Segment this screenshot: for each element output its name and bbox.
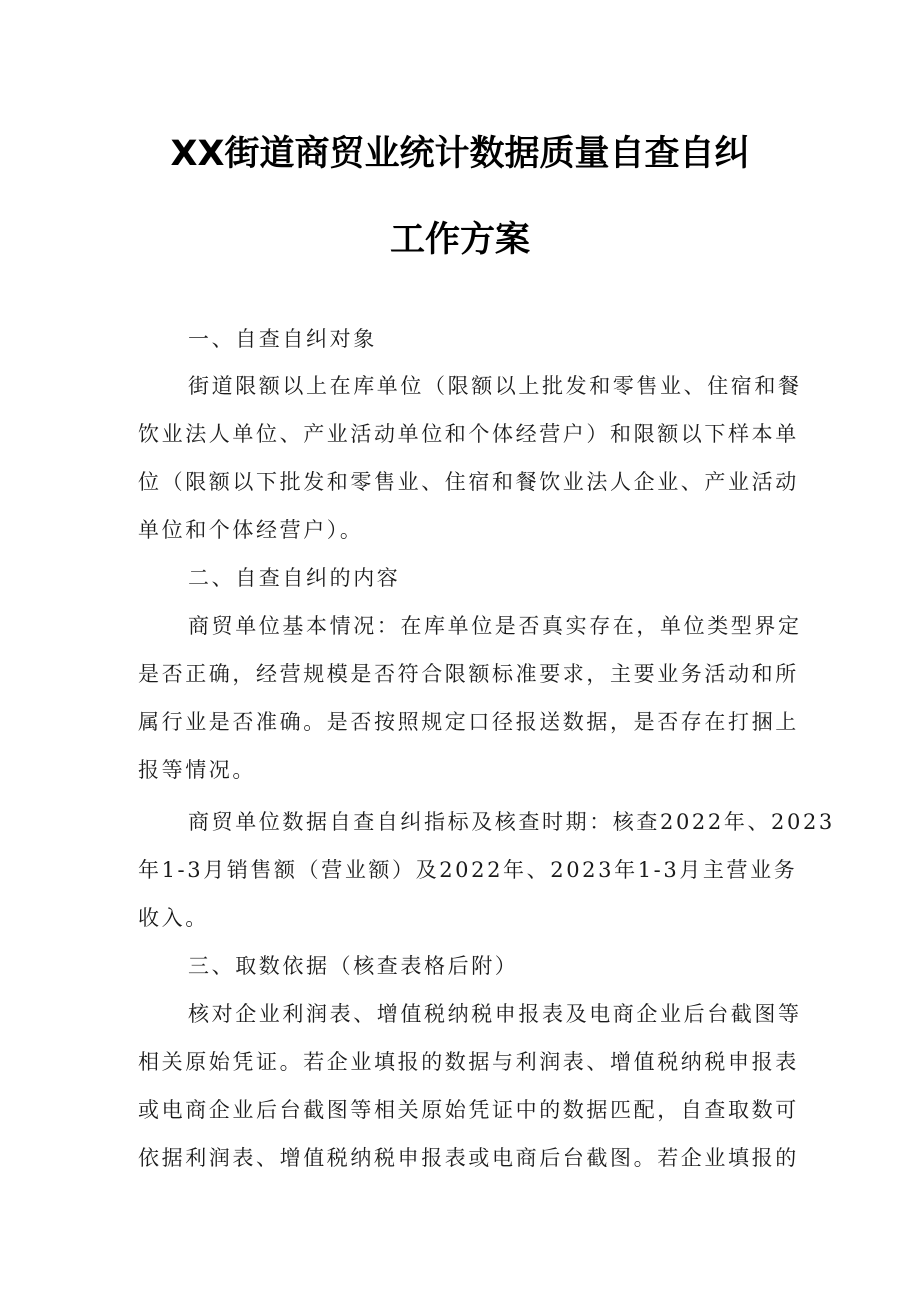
paragraph-line: 单位和个体经营户）。 xyxy=(138,518,364,542)
section-heading-2: 二、自查自纠的内容 xyxy=(188,566,401,590)
paragraph-line: 饮业法人单位、产业活动单位和个体经营户）和限额以下样本单 xyxy=(138,422,799,446)
document-title-line-1: XX街道商贸业统计数据质量自查自纠 xyxy=(170,134,750,174)
document-title-line-2: 工作方案 xyxy=(389,220,530,260)
paragraph-line: 或电商企业后台截图等相关原始凭证中的数据匹配，自查取数可 xyxy=(138,1098,799,1122)
paragraph-line: 收入。 xyxy=(138,906,209,930)
paragraph-line: 报等情况。 xyxy=(138,758,256,782)
paragraph-line: 是否正确，经营规模是否符合限额标准要求，主要业务活动和所 xyxy=(138,662,799,686)
paragraph-line: 街道限额以上在库单位（限额以上批发和零售业、住宿和餐 xyxy=(188,374,802,398)
paragraph-line: 依据利润表、增值税纳税申报表或电商后台截图。若企业填报的 xyxy=(138,1146,799,1170)
paragraph-line: 商贸单位数据自查自纠指标及核查时期：核查2022年、2023 xyxy=(188,810,835,834)
paragraph-line: 相关原始凭证。若企业填报的数据与利润表、增值税纳税申报表 xyxy=(138,1050,799,1074)
section-heading-3: 三、取数依据（核查表格后附） xyxy=(188,954,519,978)
paragraph-line: 位（限额以下批发和零售业、住宿和餐饮业法人企业、产业活动 xyxy=(138,470,799,494)
paragraph-line: 年1-3月销售额（营业额）及2022年、2023年1-3月主营业务 xyxy=(138,858,798,882)
paragraph-line: 属行业是否准确。是否按照规定口径报送数据，是否存在打捆上 xyxy=(138,710,799,734)
paragraph-line: 商贸单位基本情况：在库单位是否真实存在，单位类型界定 xyxy=(188,614,802,638)
paragraph-line: 核对企业利润表、增值税纳税申报表及电商企业后台截图等 xyxy=(188,1002,802,1026)
section-heading-1: 一、自查自纠对象 xyxy=(188,327,377,351)
